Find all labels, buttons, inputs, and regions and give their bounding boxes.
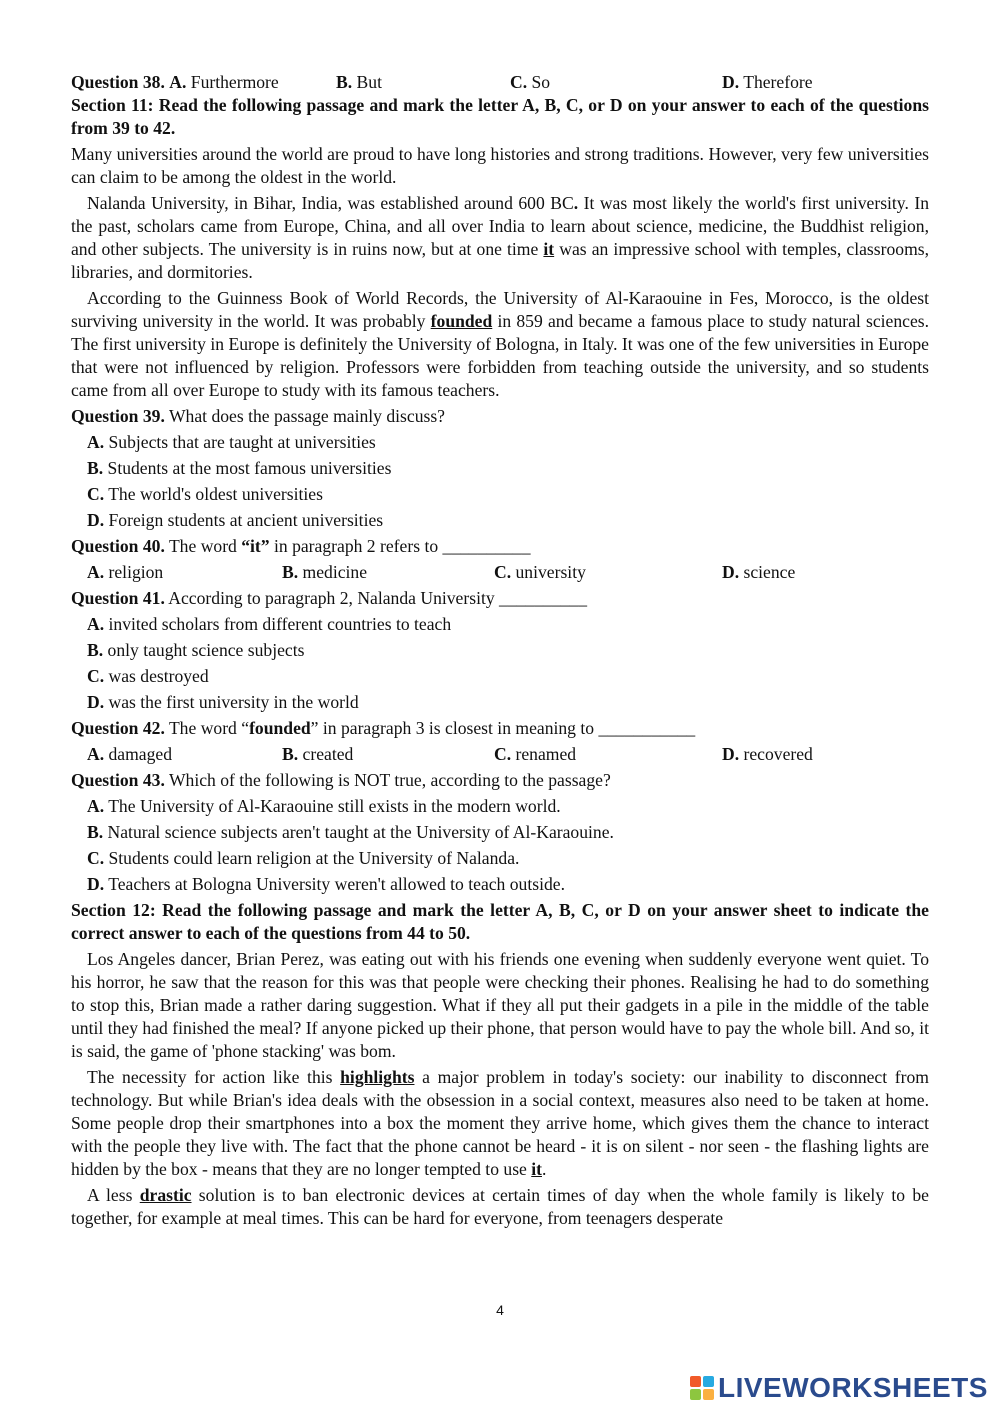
option-a[interactable]: A. invited scholars from different countries to teach (87, 614, 452, 634)
option-b[interactable]: B. medicine (282, 562, 368, 582)
underlined-it: it (543, 239, 555, 259)
logo-text: LIVEWORKSHEETS (718, 1372, 988, 1403)
question-41: Question 41. According to paragraph 2, Nalanda University __________ (71, 588, 588, 608)
liveworksheets-logo[interactable] (690, 1372, 988, 1404)
section-12-heading: Section 12: Read the following passage and mark the letter A, B, C, or D on your answer sheet to indicate the correct answer to each of the questions from 44 to 50. (71, 900, 929, 943)
logo-square-3 (690, 1389, 701, 1400)
option-a[interactable]: A. The University of Al-Karaouine still exists in the modern world. (87, 796, 561, 816)
question-label: Question 38. (71, 72, 165, 92)
logo-square-1 (690, 1376, 701, 1387)
underlined-highlights: highlights (340, 1067, 415, 1087)
section-12-paragraph-1: Los Angeles dancer, Brian Perez, was eating out with his friends one evening when suddenly everyone went quiet. To his horror, he saw that the reason for this was that people were checking their phones. Realising he had to do something to stop this, Brian made a rather daring suggestion. What if they all put their gadgets in a pile in the middle of the table until they had finished the meal? If anyone picked up their phone, that person would have to pay the whole bill. And so, it is said, the game of 'phone stacking' was bom. (71, 949, 929, 1061)
option-c[interactable]: C. university (494, 562, 586, 582)
option-d[interactable]: D. was the first university in the world (87, 692, 359, 712)
question-39: Question 39. What does the passage mainly discuss? (71, 406, 445, 426)
option-b[interactable]: B. Natural science subjects aren't taught at the University of Al-Karaouine. (87, 822, 614, 842)
section-11-paragraph-3: According to the Guinness Book of World Records, the University of Al-Karaouine in Fes, Morocco, is the oldest surviving university in the world. It was probably founded in 859 and became a famous place to study natural sciences. The first university in Europe is definitely the University of Bologna, in Italy. It was one of the few universities in Europe that were not influenced by religion. Professors were forbidden from teaching outside the university, and so students came from all over Europe to study with its famous teachers. (71, 288, 930, 400)
option-b[interactable]: B. Students at the most famous universities (87, 458, 392, 478)
question-42-options (71, 743, 929, 766)
option-a[interactable]: A. Subjects that are taught at universities (87, 432, 376, 452)
section-12-paragraph-2: The necessity for action like this highlights a major problem in today's society: our inability to disconnect from technology. But while Brian's idea deals with the obsession in a social context, measures also need to be taken at home. Some people drop their smartphones into a box the moment they arrive home, which gives them the chance to interact with the people they live with. The fact that the phone cannot be heard - it is on silent - nor seen - the flashing lights are hidden by the box - means that they are no longer tempted to use it. (71, 1067, 929, 1179)
option-c[interactable]: C. renamed (494, 744, 577, 764)
section-11-heading: Section 11: Read the following passage and mark the letter A, B, C, or D on your answer to each of the questions from 39 to 42. (71, 95, 929, 138)
option-a[interactable]: A. religion (87, 562, 164, 582)
logo-icon (690, 1376, 714, 1400)
option-b[interactable]: B. only taught science subjects (87, 640, 305, 660)
underlined-founded: founded (430, 311, 493, 331)
option-c[interactable]: C. was destroyed (87, 666, 209, 686)
option-a[interactable]: A. damaged (87, 744, 173, 764)
worksheet-page (71, 71, 929, 1230)
option-d[interactable]: D. science (722, 562, 796, 582)
section-11-paragraph-1: Many universities around the world are proud to have long histories and strong traditions. However, very few universities can claim to be among the oldest in the world. (71, 144, 929, 187)
option-b[interactable]: B. created (282, 744, 354, 764)
underlined-it: it (531, 1159, 542, 1179)
logo-square-2 (703, 1376, 714, 1387)
question-43: Question 43. Which of the following is NOT true, according to the passage? (71, 770, 611, 790)
logo-square-4 (703, 1389, 714, 1400)
question-40-options (71, 561, 929, 584)
underlined-drastic: drastic (139, 1185, 192, 1205)
question-38: Question 38. A. Furthermore B. But C. So D. Therefore (71, 72, 813, 92)
question-42: Question 42. The word “founded” in paragraph 3 is closest in meaning to ___________ (71, 718, 696, 738)
option-d[interactable]: D. Teachers at Bologna University weren't allowed to teach outside. (87, 874, 565, 894)
option-c[interactable]: C. The world's oldest universities (87, 484, 323, 504)
option-d[interactable]: D. Foreign students at ancient universities (87, 510, 384, 530)
question-40: Question 40. The word “it” in paragraph 2 refers to __________ (71, 536, 531, 556)
section-12-paragraph-3: A less drastic solution is to ban electronic devices at certain times of day when the whole family is likely to be together, for example at meal times. This can be hard for everyone, from teenagers desperate (71, 1185, 929, 1228)
option-c[interactable]: C. Students could learn religion at the University of Nalanda. (87, 848, 520, 868)
section-11-paragraph-2: Nalanda University, in Bihar, India, was established around 600 BC. It was most likely the world's first university. In the past, scholars came from Europe, China, and all over India to learn about science, medicine, the Buddhist religion, and other subjects. The university is in ruins now, but at one time it was an impressive school with temples, classrooms, libraries, and dormitories. (71, 193, 929, 282)
option-d[interactable]: D. recovered (722, 744, 813, 764)
page-number: 4 (496, 1302, 504, 1318)
